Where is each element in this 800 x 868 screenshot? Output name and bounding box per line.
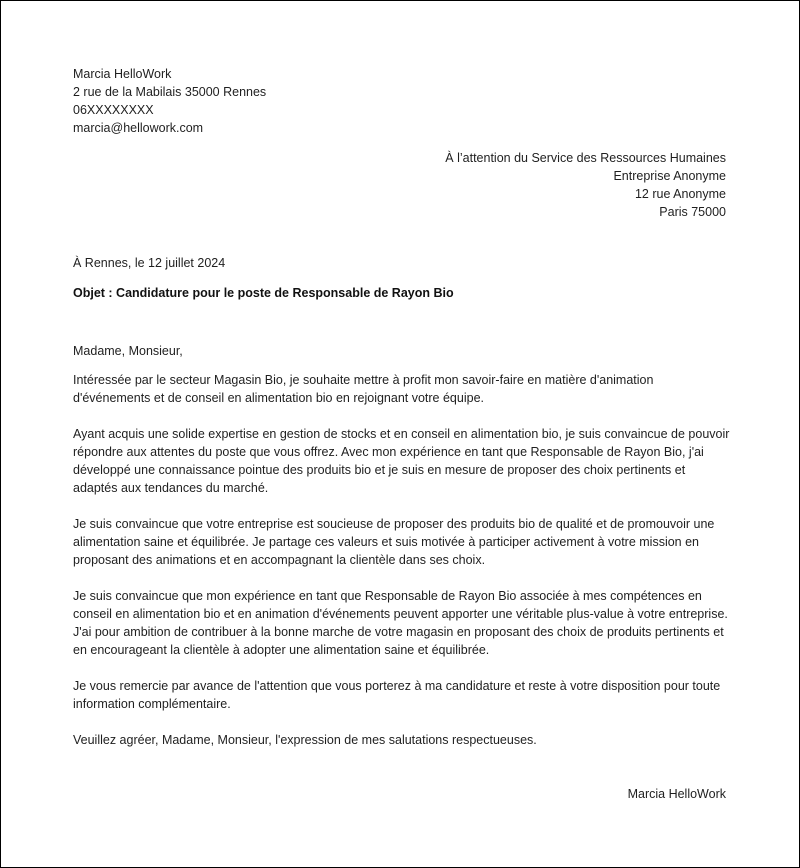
- body-paragraph-1: Intéressée par le secteur Magasin Bio, je souhaite mettre à profit mon savoir-faire en matière d'animation d'événements et de conseil en alimentation bio en rejoignant votre équipe.: [73, 373, 654, 405]
- sender-email: marcia@hellowork.com: [73, 121, 204, 135]
- sender-address: 2 rue de la Mabilais 35000 Rennes: [73, 85, 267, 99]
- body-paragraph-4: Je suis convaincue que mon expérience en tant que Responsable de Rayon Bio associée à mes compétences en conseil en alimentation bio et en animation d'événements peuvent apporter une véritable plus-value à votre entreprise. J'ai pour ambition de contribuer à la bonne marche de votre magasin en proposant des choix de produits pertinents et en encourageant la clientèle à adopter une alimentation saine et équilibrée.: [73, 589, 728, 657]
- body-paragraph-5: Je vous remercie par avance de l'attention que vous porterez à ma candidature et reste à votre disposition pour toute information complémentaire.: [73, 679, 721, 711]
- recipient-company: Entreprise Anonyme: [613, 169, 726, 183]
- letter-subject: Objet : Candidature pour le poste de Responsable de Rayon Bio: [73, 286, 454, 300]
- recipient-city: Paris 75000: [659, 205, 726, 219]
- sender-phone: 06XXXXXXXX: [73, 103, 154, 117]
- sender-name: Marcia HelloWork: [73, 67, 172, 81]
- closing-formula: Veuillez agréer, Madame, Monsieur, l'expression de mes salutations respectueuses.: [73, 733, 537, 747]
- salutation: Madame, Monsieur,: [73, 344, 183, 358]
- recipient-street: 12 rue Anonyme: [634, 187, 726, 201]
- recipient-attention: À l’attention du Service des Ressources Humaines: [445, 151, 726, 165]
- body-paragraph-3: Je suis convaincue que votre entreprise est soucieuse de proposer des produits bio de qualité et de promouvoir une alimentation saine et équilibrée. Je partage ces valeurs et suis motivée à participer activement à votre mission en proposant des animations et en accompagnant la clientèle dans ses choix.: [73, 517, 715, 567]
- signature: Marcia HelloWork: [627, 787, 726, 801]
- body-paragraph-2: Ayant acquis une solide expertise en gestion de stocks et en conseil en alimentation bio, je suis convaincue de pouvoir répondre aux attentes du poste que vous offrez. Avec mon expérience en tant que Responsable de Rayon Bio, j'ai développé une connaissance pointue des produits bio et je suis en mesure de proposer des choix pertinents et adaptés aux tendances du marché.: [73, 427, 730, 495]
- place-date: À Rennes, le 12 juillet 2024: [73, 256, 226, 270]
